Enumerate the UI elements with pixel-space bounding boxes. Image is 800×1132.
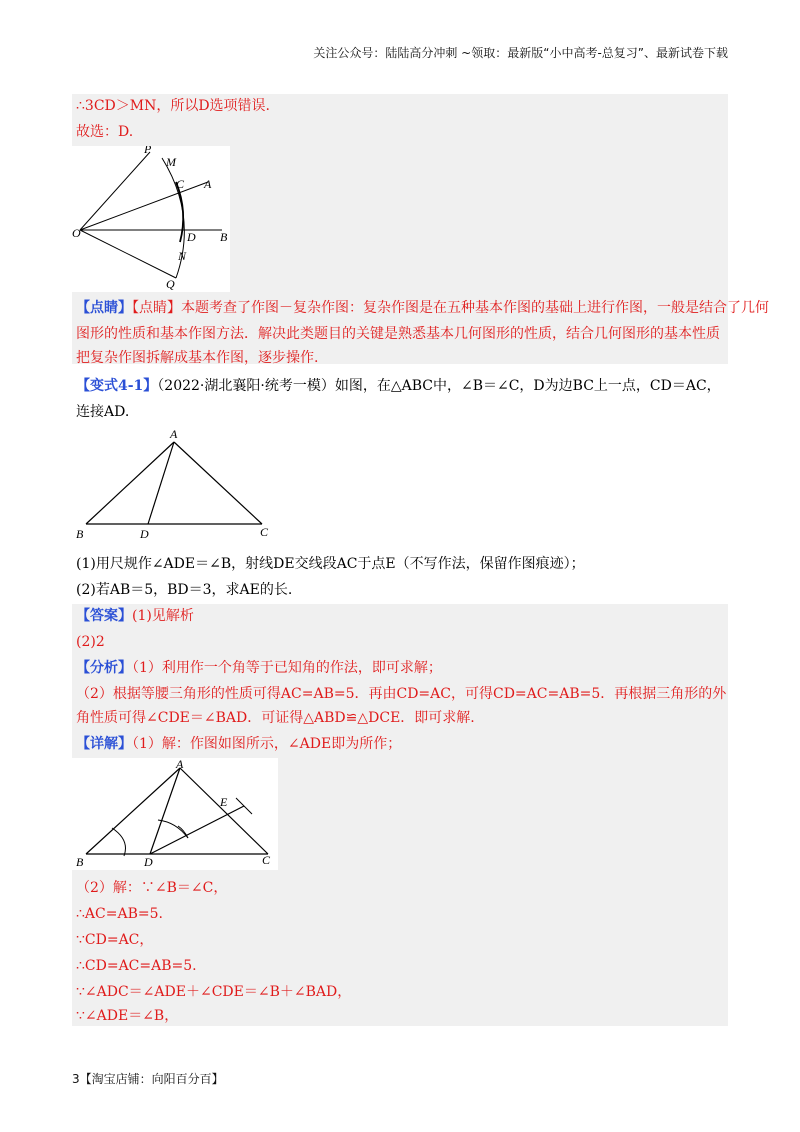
label-Q: Q — [166, 277, 175, 291]
answer-line-1 — [76, 606, 194, 626]
answer-tag: 【答案】 — [76, 608, 132, 624]
label-D: D — [187, 230, 196, 244]
choice-line: 故选：D. — [76, 124, 134, 140]
answer-text-1: (1)见解析 — [132, 608, 194, 624]
label-A: A — [170, 427, 178, 441]
label-E: E — [220, 795, 228, 809]
page-footer: 3【淘宝店铺：向阳百分百】 — [72, 1072, 224, 1086]
problem-line-2: 连接AD. — [76, 404, 130, 420]
detail-tag: 【详解】 — [76, 736, 132, 752]
problem-line-1 — [76, 376, 721, 396]
answer-line-2: (2)2 — [76, 634, 105, 650]
label-D: D — [140, 527, 149, 541]
analysis-line-2: （2）根据等腰三角形的性质可得AC=AB=5．再由CD=AC，可得CD=AC=AB=5．再根据三角形的外 — [76, 686, 727, 702]
label-N: N — [178, 249, 187, 263]
figure-triangle-abc — [72, 426, 280, 544]
note-text-1: 【点睛】本题考查了作图－复杂作图：复杂作图是在五种基本作图的基础上进行作图，一般是结合了几何 — [132, 300, 769, 316]
note-line-3: 把复杂作图拆解成基本作图，逐步操作. — [76, 350, 319, 366]
step-5: ∵∠ADC＝∠ADE＋∠CDE＝∠B＋∠BAD， — [76, 984, 352, 1000]
label-C: C — [262, 853, 271, 867]
detail-line-1 — [76, 734, 401, 754]
step-6: ∵∠ADE＝∠B， — [76, 1008, 179, 1024]
analysis-line-1 — [76, 658, 442, 678]
analysis-line-3: 角性质可得∠CDE＝∠BAD．可证得△ABD≌△DCE．即可求解. — [76, 710, 475, 726]
question-1: (1)用尺规作∠ADE＝∠B，射线DE交线段AC于点E（不写作法，保留作图痕迹）； — [76, 556, 585, 572]
label-A: A — [176, 758, 184, 771]
label-M: M — [166, 155, 176, 169]
label-P: P — [144, 146, 152, 156]
question-2: (2)若AB＝5，BD＝3，求AE的长. — [76, 582, 293, 598]
analysis-text-1: （1）利用作一个角等于已知角的作法，即可求解； — [132, 660, 442, 676]
step-1: （2）解：∵∠B＝∠C， — [76, 880, 228, 896]
label-C: C — [176, 177, 185, 191]
label-O: O — [72, 226, 81, 240]
label-B: B — [76, 527, 84, 541]
note-line-2: 图形的性质和基本作图方法．解决此类题目的关键是熟悉基本几何图形的性质，结合几何图形的基本性质 — [76, 326, 720, 342]
figure-arc-construction — [72, 146, 230, 292]
note-tag: 【点睛】 — [76, 300, 132, 316]
step-3: ∵CD=AC， — [76, 932, 154, 948]
analysis-tag: 【分析】 — [76, 660, 132, 676]
step-4: ∴CD=AC=AB=5. — [76, 958, 197, 974]
label-B: B — [76, 855, 84, 869]
label-B: B — [220, 230, 228, 244]
figure-construction-ade — [72, 758, 278, 870]
problem-text-1: （2022·湖北襄阳·统考一模）如图，在△ABC中，∠B＝∠C，D为边BC上一点，CD＝AC， — [157, 378, 721, 394]
conclusion-line: ∴3CD＞MN，所以D选项错误. — [76, 98, 271, 114]
page-header: 关注公众号：陆陆高分冲刺 ~领取：最新版“小中高考-总复习”、最新试卷下载 — [313, 46, 728, 60]
problem-tag: 【变式4-1】 — [76, 378, 158, 394]
label-C: C — [260, 525, 269, 539]
note-line-1 — [76, 298, 769, 318]
label-A: A — [204, 177, 212, 191]
step-2: ∴AC=AB=5. — [76, 906, 163, 922]
detail-text-1: （1）解：作图如图所示，∠ADE即为所作； — [132, 736, 402, 752]
label-D: D — [144, 855, 153, 869]
